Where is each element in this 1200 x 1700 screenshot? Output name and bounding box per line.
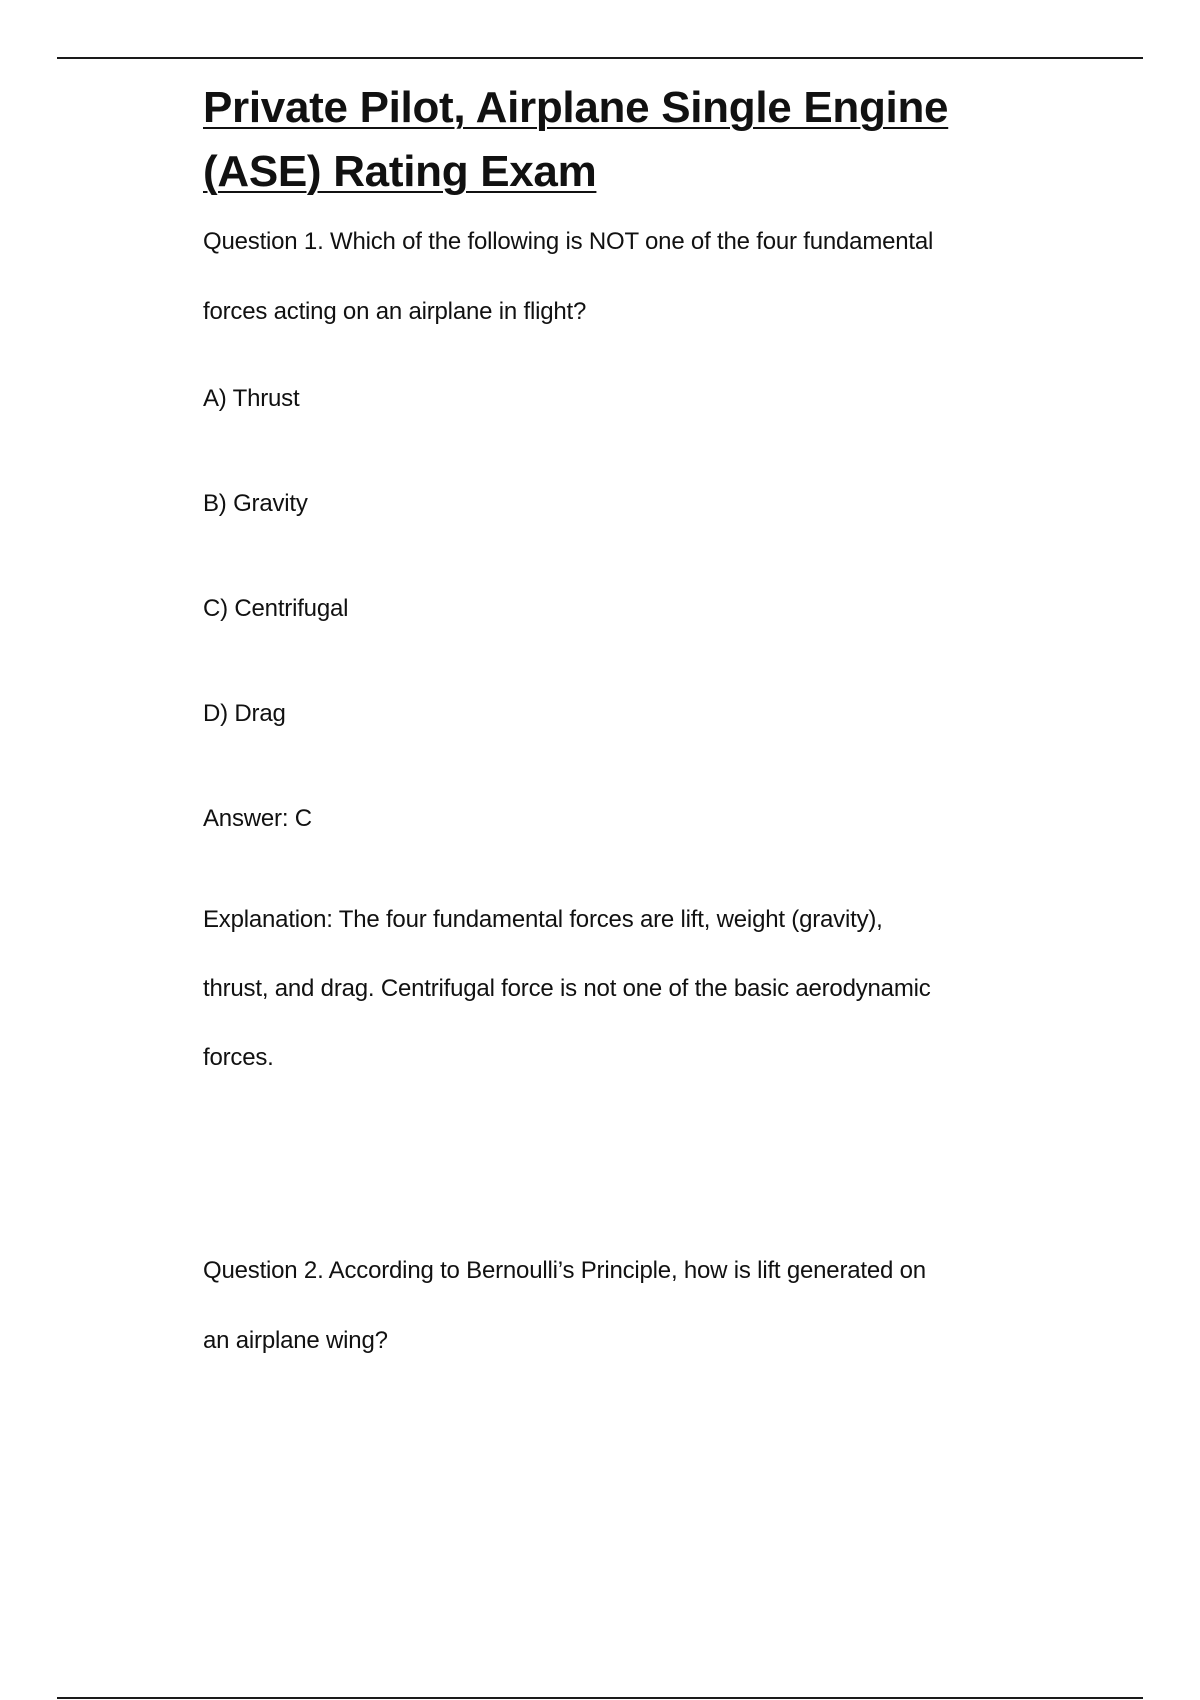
document-title [203,76,1063,204]
question-2 [203,1236,1063,1376]
question-1-explanation-line-1: Explanation: The four fundamental forces are lift, weight (gravity), [203,906,883,933]
question-2-text [203,1236,1063,1376]
question-1-option-a: A) Thrust [203,385,300,412]
question-1-option-b: B) Gravity [203,490,308,517]
question-1-explanation-line-3: forces. [203,1044,274,1071]
question-2-text-line-1: Question 2. According to Bernoulli’s Principle, how is lift generated on [203,1257,926,1284]
document-title-line-1: Private Pilot, Airplane Single Engine [203,83,949,132]
question-2-text-line-2: an airplane wing? [203,1327,388,1354]
question-1-option-d: D) Drag [203,700,286,727]
footer-rule [57,1697,1143,1699]
document-body [203,76,1063,1376]
question-1-answer: Answer: C [203,805,312,832]
question-1-text-line-2: forces acting on an airplane in flight? [203,298,587,325]
question-1-option-c: C) Centrifugal [203,595,349,622]
document-title-line-2: (ASE) Rating Exam [203,147,597,196]
question-1-text [203,207,1063,347]
question-1 [203,207,1063,1092]
question-1-explanation-line-2: thrust, and drag. Centrifugal force is not one of the basic aerodynamic [203,975,931,1002]
question-1-explanation [203,885,1063,1092]
question-1-text-line-1: Question 1. Which of the following is NOT one of the four fundamental [203,228,934,255]
header-rule [57,57,1143,59]
